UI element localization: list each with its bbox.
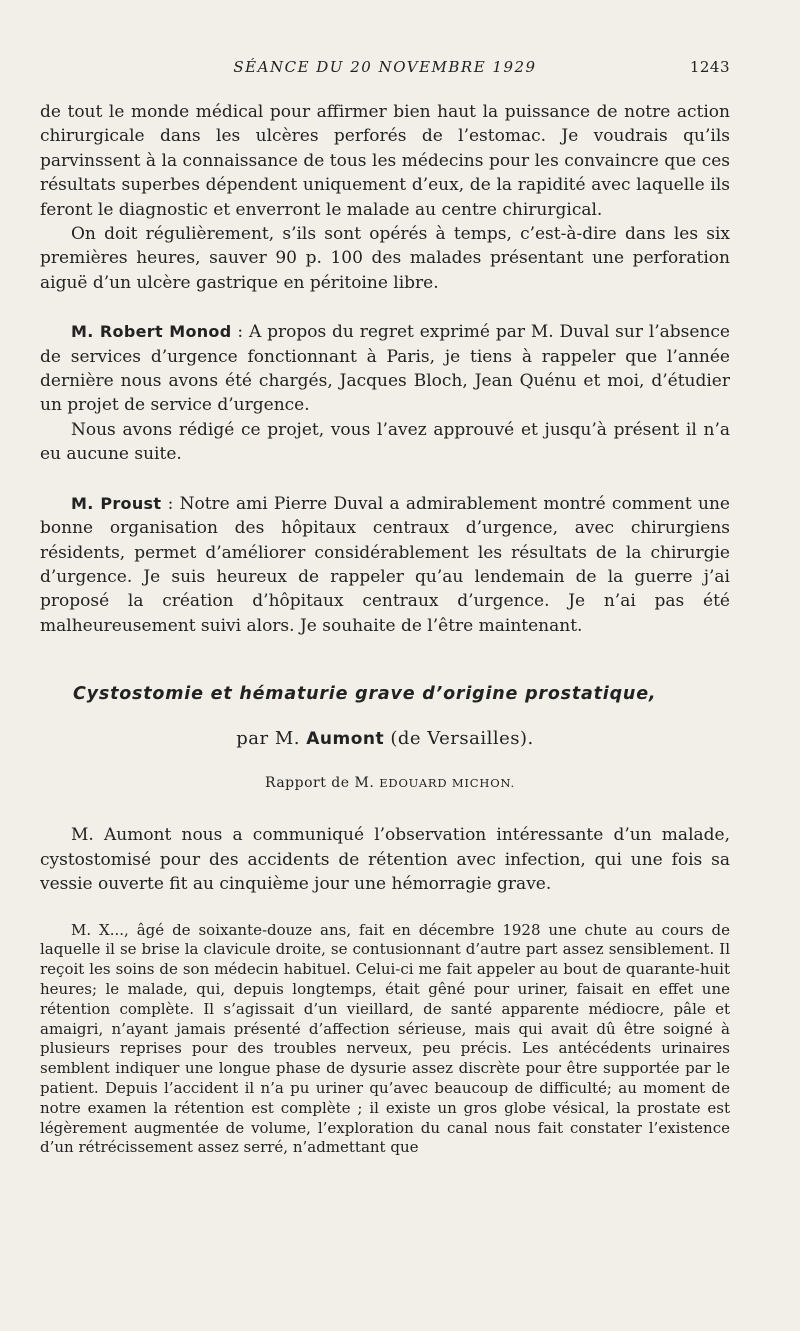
rapport-line <box>40 771 730 795</box>
paragraph-survival-rate: On doit régulièrement, s’ils sont opérés à temps, c’est-à-dire dans les six premières heures, sauver 90 p. 100 des malades présentant une perforation aiguë d’un ulcère gastrique en péritoine libre. <box>40 224 730 293</box>
author-name: Aumont <box>306 728 385 749</box>
paragraph-continuation: de tout le monde médical pour affirmer bien haut la puissance de notre action chirurgicale dans les ulcères perforés de l’estomac. Je voudrais qu’ils parvinssent à la connaissance de tous les médecins pour les convaincre que ces résultats superbes dépendent uniquement d’eux, de la rapidité avec laquelle ils feront le diagnostic et enverront le malade au centre chirurgical. <box>40 102 730 220</box>
page-body <box>40 100 730 1158</box>
rapport-prefix: Rapport de M. <box>264 774 380 791</box>
spacer <box>40 295 730 320</box>
speaker-proust: M. Proust <box>71 493 162 513</box>
page-number: 1243 <box>689 58 730 76</box>
proust-text: : Notre ami Pierre Duval a admirablement montré comment une bonne organisation des hôpitaux centraux d’urgence, avec chirurgiens résidents, permet d’améliorer considérablement les résultats de la chirurgie d’urgence. Je suis heureux de rappeler qu’au lendemain de la guerre j’ai proposé la création d’hôpitaux centraux d’urgence. Je n’ai pas été malheureusement suivi alors. Je souhaite de l’être maintenant. <box>40 493 730 636</box>
article-author <box>40 727 730 751</box>
monod-intervention <box>40 320 730 418</box>
article-intro: M. Aumont nous a communiqué l’observation intéressante d’un malade, cystostomisé pour des accidents de rétention avec infection, qui une fois sa vessie ouverte fit au cinquième jour une hémorragie grave. <box>40 825 730 895</box>
running-title: SÉANCE DU 20 NOVEMBRE 1929 <box>233 58 537 76</box>
monod-intervention-cont: Nous avons rédigé ce projet, vous l’avez approuvé et jusqu’à présent il n’a eu aucune suite. <box>40 419 730 465</box>
author-prefix: par M. <box>236 727 307 749</box>
speaker-monod: M. Robert Monod <box>71 322 232 342</box>
monod-text: : A propos du regret exprimé par M. Duval sur l’absence de services d’urgence fonctionnant à Paris, je tiens à rappeler que l’année dernière nous avons été chargés, Jacques Bloch, Jean Quénu et moi, d’étudier un projet de service d’urgence. <box>40 322 730 416</box>
proust-intervention <box>40 492 730 638</box>
case-report: M. X..., âgé de soixante-douze ans, fait en décembre 1928 une chute au cours de laquelle il se brise la clavicule droite, se contusionnant d’autre part assez sensiblement. Il reçoit les soins de son médecin habituel. Celui-ci me fait appeler au bout de quarante-huit heures; le malade, qui, depuis longtemps, était gêné pour uriner, faisait en effet une rétention complète. Il s’agissait d’un vieillard, de santé apparente médiocre, pâle et amaigri, n’ayant jamais présenté d’affection sérieuse, mais qui avait dû être soigné à plusieurs reprises pour des troubles nerveux, peu précis. Les antécédents urinaires semblent indiquer une longue phase de dysurie assez discrète pour être supportée par le patient. Depuis l’accident il n’a pu uriner qu’avec beaucoup de difficulté; au moment de notre examen la rétention est complète ; il existe un gros globe vésical, la prostate est légèrement augmentée de volume, l’exploration du canal nous fait constater l’existence d’un rétrécissement assez serré, n’admettant que <box>40 920 730 1157</box>
article-title: Cystostomie et hématurie grave d’origine prostatique, <box>73 684 657 705</box>
author-suffix: (de Versailles). <box>384 727 534 749</box>
spacer <box>40 467 730 492</box>
rapport-name: EDOUARD MICHON. <box>379 775 516 790</box>
